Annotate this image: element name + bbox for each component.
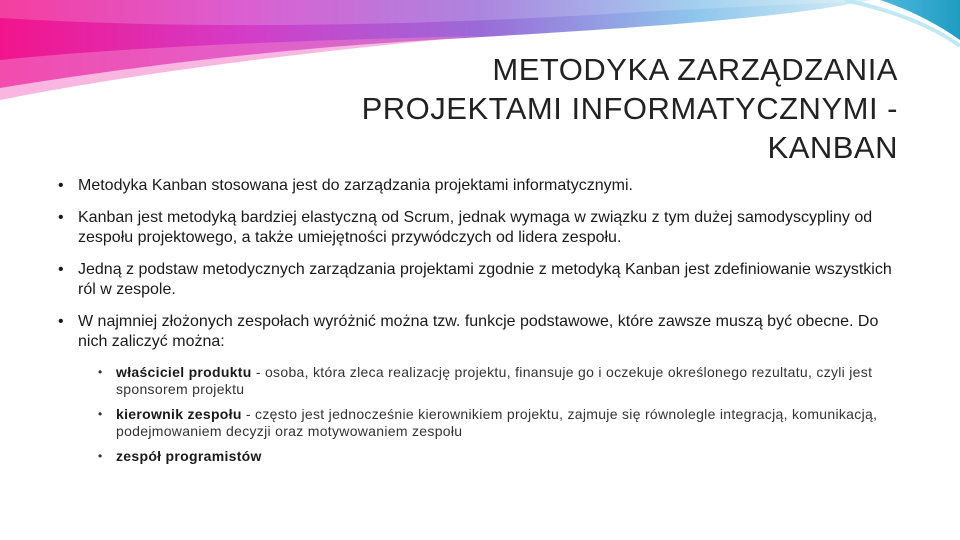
sub-bullet-term: zespół programistów [116,448,262,464]
title-line: KANBAN [767,130,898,165]
bullet-item: • Kanban jest metodyką bardziej elastyczną od Scrum, jednak wymaga w związku z tym dużej samodyscypliny od zespołu projektowego, a także umiejętności przywódczych od lidera zespołu. [58,208,908,248]
sub-bullet-item [98,448,908,465]
slide-title [198,50,898,167]
title-line: PROJEKTAMI INFORMATYCZNYMI - [361,91,898,126]
sub-bullet-term: właściciel produktu [116,364,252,380]
bullet-item: • Jedną z podstaw metodycznych zarządzania projektami zgodnie z metodyką Kanban jest zdefiniowanie wszystkich ról w zespole. [58,260,908,300]
banner-right-corner [880,0,960,40]
sub-bullet-item [98,364,908,398]
title-line: METODYKA ZARZĄDZANIA [492,52,898,87]
bullet-item: • Metodyka Kanban stosowana jest do zarządzania projektami informatycznymi. [58,176,908,196]
sub-bullet-item [98,406,908,440]
sub-bullet-term: kierownik zespołu [116,406,242,422]
sub-bullet-desc: - osoba, która zleca realizację projektu, finansuje go i oczekuje określonego rezultatu, czyli jest sponsorem projektu [116,364,873,397]
sub-bullet-list [58,364,908,465]
sub-bullet-desc: - często jest jednocześnie kierownikiem projektu, zajmuje się równolegle integracją, komunikacją, podejmowaniem decyzji oraz motywowaniem zespołu [116,406,878,439]
bullet-list [58,176,908,473]
bullet-item: • W najmniej złożonych zespołach wyróżnić można tzw. funkcje podstawowe, które zawsze muszą być obecne. Do nich zaliczyć można: [58,312,908,352]
